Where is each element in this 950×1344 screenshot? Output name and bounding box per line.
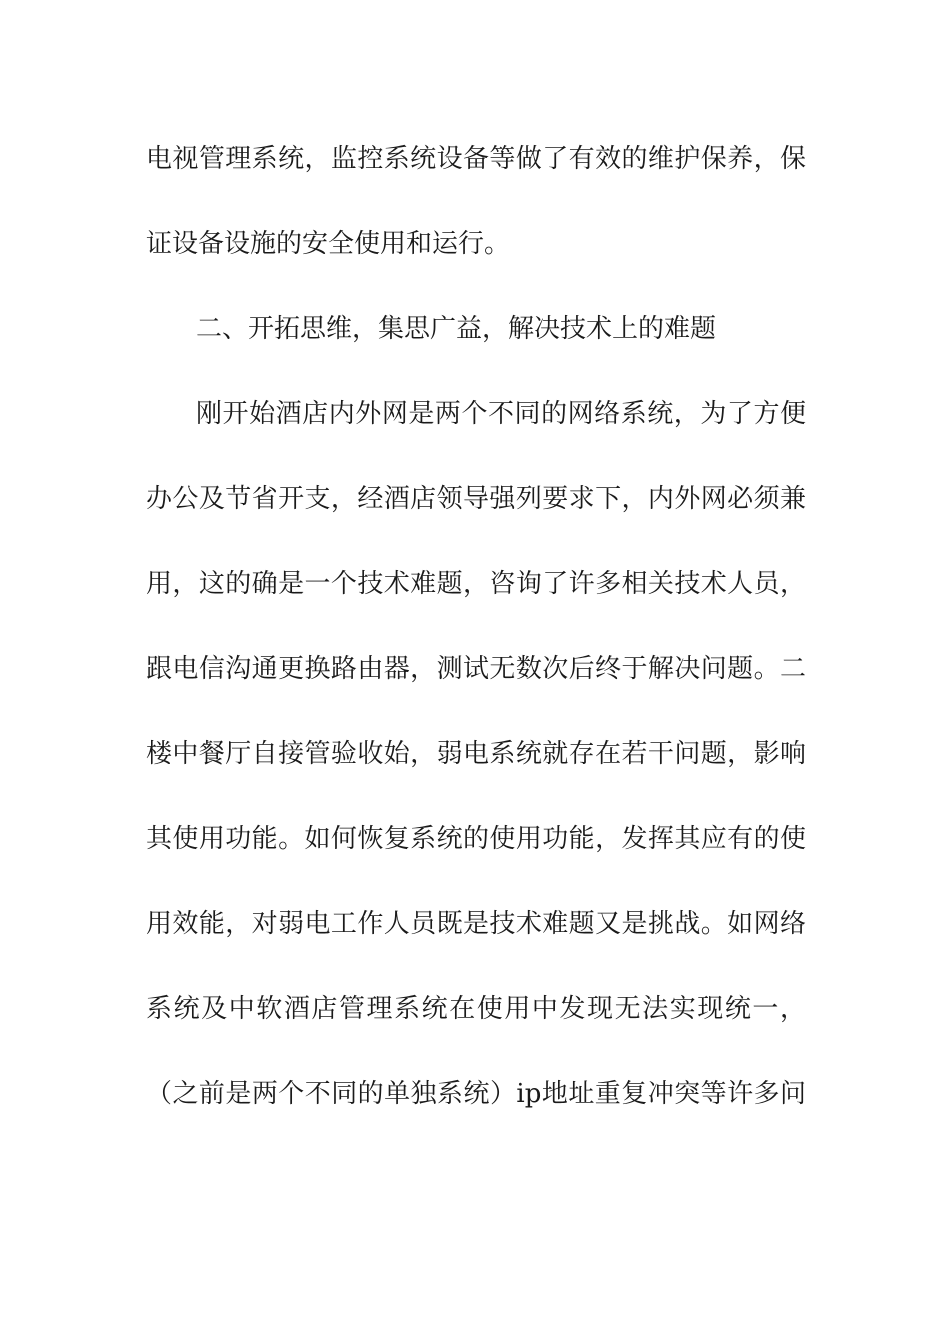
section-heading: 二、开拓思维，集思广益，解决技术上的难题 xyxy=(196,314,717,344)
paragraph-line: 证设备设施的安全使用和运行。 xyxy=(146,229,511,259)
paragraph-line: 电视管理系统，监控系统设备等做了有效的维护保养，保 xyxy=(146,144,806,174)
paragraph-line: （之前是两个不同的单独系统）ip地址重复冲突等许多问 xyxy=(146,1079,806,1109)
paragraph-line: 办公及节省开支，经酒店领导强列要求下，内外网必须兼 xyxy=(146,484,806,514)
paragraph-line: 用效能，对弱电工作人员既是技术难题又是挑战。如网络 xyxy=(146,909,806,939)
paragraph-line: 楼中餐厅自接管验收始，弱电系统就存在若干问题，影响 xyxy=(146,739,806,769)
paragraph-line: 系统及中软酒店管理系统在使用中发现无法实现统一， xyxy=(146,994,806,1024)
paragraph-line: 其使用功能。如何恢复系统的使用功能，发挥其应有的使 xyxy=(146,824,806,854)
paragraph-line: 跟电信沟通更换路由器，测试无数次后终于解决问题。二 xyxy=(146,654,806,684)
paragraph-line: 刚开始酒店内外网是两个不同的网络系统，为了方便 xyxy=(196,399,806,429)
paragraph-line: 用，这的确是一个技术难题，咨询了许多相关技术人员， xyxy=(146,569,806,599)
